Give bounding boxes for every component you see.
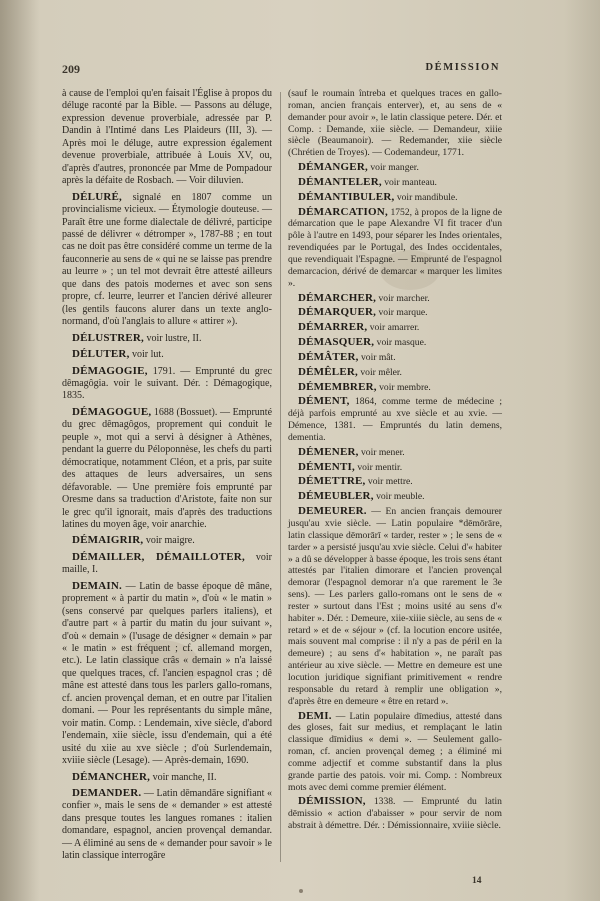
- entry-headword: DÉMAILLER, DÉMAILLOTER,: [72, 550, 245, 563]
- left-column: [62, 88, 272, 866]
- dictionary-entry: [288, 462, 502, 474]
- entry-text: (sauf le roumain întreba et quelques traces en gallo-roman, ancien français enterver), et, au sens de « demander pour avoir », le latin classique petere. Dér. et Comp. : Demande, xiie siècle. — Demandeur, xiiie siècle (Beaumanoir). — Redemander, xiie siècle (Chrétien de Troyes). — Codemandeur, 1771.: [288, 88, 502, 159]
- entry-headword: DÉMENTI,: [298, 460, 355, 473]
- dictionary-entry: [62, 787, 272, 863]
- entry-text: voir maigre.: [145, 535, 195, 547]
- entry-headword: DÉMASQUER,: [298, 336, 375, 349]
- entry-text: voir mettre.: [367, 476, 413, 488]
- dictionary-entry: [62, 551, 272, 577]
- entry-text: voir manteau.: [384, 176, 437, 188]
- entry-headword: DEMAIN.: [72, 579, 122, 592]
- entry-headword: DÉMEMBRER,: [298, 380, 377, 393]
- entry-headword: DÉMÂTER,: [298, 350, 359, 363]
- entry-text: voir mener.: [360, 446, 405, 458]
- page-header: [62, 62, 500, 78]
- entry-text: 1864, comme terme de médecine ; déjà parfois emprunté au xve siècle et au xvie. — Démence, 1381. — Empruntés du latin demens, dementia.: [288, 396, 502, 443]
- dictionary-entry: [288, 337, 502, 349]
- dictionary-entry: [288, 447, 502, 459]
- dictionary-entry: [288, 491, 502, 503]
- entry-text: voir mandibule.: [396, 191, 458, 203]
- entry-headword: DÉLUSTRER,: [72, 331, 144, 344]
- entry-text: voir maille, I.: [62, 551, 272, 576]
- entry-headword: DEMI.: [298, 709, 332, 722]
- dictionary-entry: [288, 307, 502, 319]
- entry-text: voir lustre, II.: [146, 332, 202, 344]
- entry-continuation: [288, 88, 502, 159]
- entry-continuation: [62, 88, 272, 188]
- dictionary-entry: [62, 332, 272, 345]
- entry-text: voir mât.: [360, 351, 396, 363]
- entry-text: 1338. — Emprunté du latin dēmissio « action d'abaisser » pour servir de nom abstrait à démettre. Dér. : Démissionnaire, xviiie siècle.: [288, 796, 502, 832]
- entry-headword: DÉMARRER,: [298, 321, 368, 334]
- dictionary-entry: [62, 534, 272, 547]
- dictionary-entry: [288, 207, 502, 290]
- dictionary-entry: [62, 771, 272, 784]
- dictionary-entry: [288, 352, 502, 364]
- entry-text: voir marcher.: [378, 292, 430, 304]
- entry-headword: DÉMANTELER,: [298, 175, 382, 188]
- entry-text: signalé en 1807 comme un provincialisme vicieux. — Étymologie douteuse. — Paraît être une forme dialectale de délivré, participe passé de délivrer « détromper », 1787-88 ; en tout cas ne doit pas être considéré comme un terme de la fauconnerie au sens de « qui ne se laisse pas prendre au leurre » ; un tel mot devrait être attesté ailleurs que dans des patois modernes et avec son sens propre, cf. leurre, leurrer et l'ancien dérivé alleurer (les gentils faucons alurer dans un texte anglo-normand, d'où l'anglais to allure « attirer »).: [62, 191, 272, 328]
- entry-headword: DÉMANGER,: [298, 161, 368, 174]
- entry-headword: DÉMÊLER,: [298, 365, 358, 378]
- entry-text: — Latin dēmandāre signifiant « confier », mais le sens de « demander » est attesté dans presque toutes les langues romanes : italien domandare, espagnol, ancien provençal demandar. — A éliminé au sens de « demander pour savoir » le latin classique interrogāre: [62, 788, 272, 862]
- entry-text: 1791. — Emprunté du grec dêmagôgia. voir le suivant. Dér. : Démagogique, 1835.: [62, 365, 273, 402]
- page-gutter-shadow: [0, 0, 40, 901]
- entry-headword: DÉLUTER,: [72, 348, 130, 361]
- entry-text: voir marque.: [378, 307, 428, 319]
- entry-headword: DÉMENT,: [298, 395, 350, 408]
- dictionary-entry: [62, 580, 272, 768]
- dictionary-entry: [288, 322, 502, 334]
- entry-text: — En ancien français demourer jusqu'au xvie siècle. — Latin populaire *dēmōrāre, latin classique dēmorārī « tarder, rester » ; le sens de « tarder » a persisté jusqu'au xvie siècle. Celui d'« habiter » a dû se développer à basse époque, les trois sens étant attestés par l'italien dimorare et l'ancien provençal demorar (l'espagnol demorar n'a que rarement le 3e sens). — Les parlers gallo-romans ont le sens de « rester » surtout dans l'Est ; moins usité au sens d'« habiter ». Dér. : Demeure, xiie-xiiie siècle, au sens de « retard » et de « séjour » (cf. la locution encore usitée, mais souvent mal comprise : il n'y a pas de péril en la demeure) ; au sens d'« habitation », ne paraît pas antérieur au xive siècle. — Mettre en demeure est une locution juridique signifiant primitivement « rendre responsable du retard à remplir une obligation », d'après être en demeure « être en retard ».: [288, 506, 502, 707]
- entry-text: voir mentir.: [357, 461, 403, 473]
- entry-text: voir masque.: [376, 337, 427, 349]
- dictionary-entry: [288, 396, 502, 443]
- dictionary-entry: [288, 711, 502, 794]
- entry-text: voir manger.: [370, 162, 419, 174]
- dictionary-entry: [288, 796, 502, 832]
- entry-headword: DÉMENER,: [298, 445, 359, 458]
- entry-text: à cause de l'emploi qu'en faisait l'Église à propos du déluge raconté par la Bible. — Passons au déluge, expression devenue proverbiale, adressée par P. Dandin à l'Intimé dans Les Plaideurs (III, 3). — Après moi le déluge, autre expression également devenue proverbiale, attribuée à Louis XV, ou, d'après d'autres, prononcée par Mme de Pompadour après la défaite de Rosbach. — Voir diluvien.: [62, 88, 272, 187]
- entry-headword: DEMEURER.: [298, 505, 367, 518]
- signature-mark: 14: [472, 876, 482, 886]
- right-column: [288, 88, 502, 835]
- entry-text: voir mêler.: [360, 366, 402, 378]
- entry-headword: DÉMARCATION,: [298, 205, 388, 218]
- dictionary-entry: [288, 367, 502, 379]
- entry-text: 1752, à propos de la ligne de démarcation que le pape Alexandre VI fit tracer d'un pôle à l'autre en 1493, pour séparer les Indes orientales, revendiquées par le Portugal, des Indes occidentales, que revendiquait l'Espagne. — Emprunté de l'espagnol demarcacion, dérivé de demarcar « marquer les limites ».: [288, 206, 502, 289]
- entry-headword: DÉMAIGRIR,: [72, 534, 144, 547]
- entry-headword: DÉMAGOGUE,: [72, 405, 152, 418]
- entry-headword: DÉMARQUER,: [298, 306, 377, 319]
- page-number: 209: [62, 62, 80, 76]
- entry-headword: DÉMANTIBULER,: [298, 190, 395, 203]
- entry-headword: DÉMISSION,: [298, 795, 366, 808]
- entry-headword: DEMANDER.: [72, 787, 142, 800]
- entry-headword: DÉMETTRE,: [298, 475, 366, 488]
- dictionary-entry: [288, 162, 502, 174]
- entry-text: voir manche, II.: [152, 771, 217, 783]
- dictionary-entry: [288, 177, 502, 189]
- paper-speck: [299, 889, 303, 893]
- column-divider: [280, 92, 281, 862]
- dictionary-entry: [288, 293, 502, 305]
- entry-text: — Latin populaire dīmedius, attesté dans des gloses, fait sur medius, et remplaçant le latin classique dīmidius « demi ». — Seulement gallo-roman, cf. ancien provençal demeg ; a éliminé mi comme adjectif et comme substantif dans la plus grande partie des patois. voir mi. Comp. : Nombreux mots avec demi comme premier élément.: [288, 710, 502, 793]
- entry-headword: DÉMANCHER,: [72, 770, 151, 783]
- running-head: DÉMISSION: [425, 62, 500, 73]
- entry-text: — Latin de basse époque dê mâne, proprement « à partir du matin », d'où « le matin » (sens conservé par quelques parlers italiens), et d'autre part « à partir du matin du jour suivant », d'où « demain » (l'usage de désigner « demain » par « le matin » est fréquent ; cf. allemand morgen, etc.). Le latin classique crâs « demain » n'a laissé que quelques traces, cf. l'ancien espagnol cras ; dê mâne est attesté dans tous les parlers gallo-romans, cf. ancien provençal deman, et en outre par l'italien domani. — Pour les représentants du simple mâne, voir matin. Comp. : Lendemain, xive siècle, d'abord l'endemain, xiie siècle, issu d'endemain, qui a été usité du xiie au xve siècle ; d'où Surlendemain, xviiie siècle (Lesage). — Après-demain, 1690.: [62, 580, 272, 767]
- entry-text: voir lut.: [132, 349, 164, 361]
- entry-text: voir meuble.: [376, 491, 425, 503]
- entry-text: voir membre.: [379, 381, 431, 393]
- dictionary-entry: [62, 348, 272, 361]
- entry-text: voir amarrer.: [369, 322, 420, 334]
- entry-text: 1688 (Bossuet). — Emprunté du grec dêmagôgos, proprement qui conduit le peuple », mot qui a servi à désigner à Athènes, pendant la guerre du Péloponnèse, les chefs du parti démocratique, notamment Cléon, et a pris, par suite des attaques de leurs adversaires, un sens défavorable. — Une première fois emprunté par Oresme dans sa traduction d'Aristote, faite non sur le grec qu'il ignorait, mais d'après des traductions latines du moyen âge, voir anarchie.: [62, 406, 273, 530]
- dictionary-entry: [288, 506, 502, 707]
- dictionary-entry: [288, 382, 502, 394]
- entry-headword: DÉLURÉ,: [72, 190, 122, 203]
- entry-headword: DÉMEUBLER,: [298, 490, 374, 503]
- dictionary-entry: [62, 365, 272, 403]
- dictionary-entry: [288, 476, 502, 488]
- entry-headword: DÉMAGOGIE,: [72, 364, 148, 377]
- dictionary-entry: [62, 191, 272, 329]
- dictionary-entry: [288, 192, 502, 204]
- entry-headword: DÉMARCHER,: [298, 291, 377, 304]
- dictionary-entry: [62, 406, 272, 532]
